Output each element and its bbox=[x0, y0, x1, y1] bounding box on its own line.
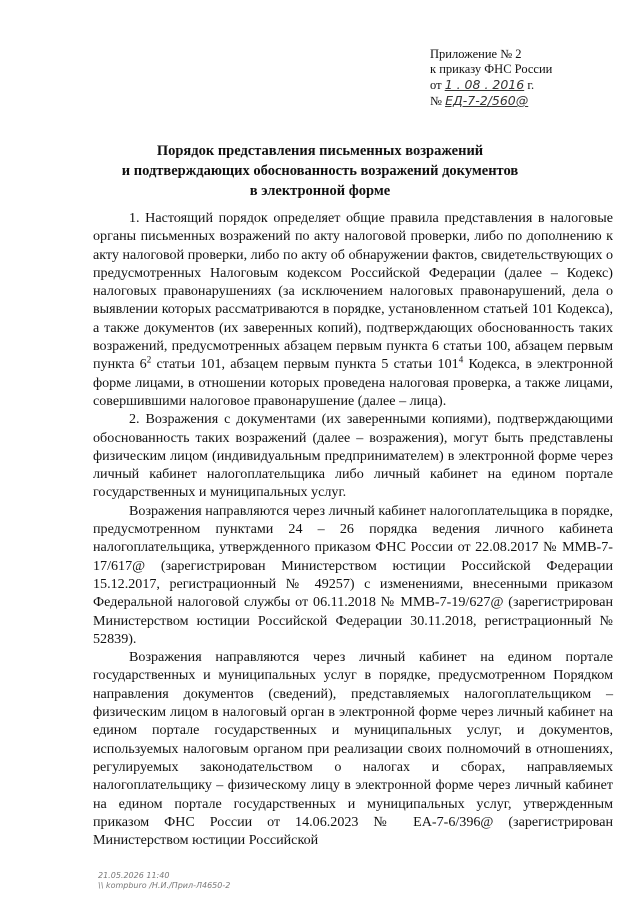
footer-line1: 21.05.2026 11:40 bbox=[98, 871, 170, 880]
paragraph-1-part2: статьи 101, абзацем первым пункта 5 статьи 101 bbox=[151, 356, 459, 373]
paragraph-1 bbox=[93, 209, 613, 410]
paragraph-1-sup1: 2 bbox=[146, 354, 152, 365]
document-body bbox=[93, 209, 613, 849]
appendix-block bbox=[430, 47, 552, 109]
footer-line2: \\ kompburo /Н.И./Прил-Л4650-2 bbox=[98, 881, 231, 890]
appendix-date-suffix: г. bbox=[527, 78, 535, 92]
appendix-date-prefix: от bbox=[430, 78, 442, 92]
appendix-number-prefix: № bbox=[430, 94, 442, 108]
document-title bbox=[80, 141, 560, 201]
footer-stamp bbox=[98, 871, 230, 891]
appendix-number-line bbox=[430, 93, 552, 109]
paragraph-1-part1: 1. Настоящий порядок определяет общие правила представления в налоговые органы письменных возражений по акту налоговой проверки, либо по дополнению к акту налоговой проверки, либо по акту об обнаружении фактов, свидетельствующих о предусмотренных Налоговым кодексом Российской Федерации (далее – Кодекс) налоговых правонарушениях (за исключением налоговых правонарушений, дела о выявлении которых рассматриваются в порядке, установленном статьей 101 Кодекса), а также документов (их заверенных копий), подтверждающих обоснованность таких возражений, предусмотренных абзацем первым пункта 6 статьи 100, абзацем первым пункта 6 bbox=[93, 210, 613, 373]
title-line1: Порядок представления письменных возражений bbox=[156, 143, 484, 159]
appendix-date-line bbox=[430, 77, 552, 93]
paragraph-4: Возражения направляются через личный кабинет на едином портале государственных и муниципальных услуг в порядке, предусмотренном Порядком направления документов (сведений), представляемых налогоплательщиком – физическим лицом в налоговый орган в электронной форме через личный кабинет на едином портале государственных и муниципальных услуг, и документов, используемых налоговым органом при реализации своих полномочий в отношениях, регулируемых законодательством о налогах и сборах, направляемых налогоплательщику – физическому лицу в электронной форме через личный кабинет на едином портале государственных и муниципальных услуг, утвержденным приказом ФНС России от 14.06.2023 № ЕА-7-6/396@ (зарегистрирован Министерством юстиции Российской bbox=[93, 649, 613, 849]
appendix-number-value: ЕД-7-2/560@ bbox=[445, 93, 529, 108]
appendix-line1: Приложение № 2 bbox=[430, 47, 522, 61]
paragraph-3: Возражения направляются через личный кабинет налогоплательщика в порядке, предусмотренном пунктами 24 – 26 порядка ведения личного кабинета налогоплательщика, утвержденного приказом ФНС России от 22.08.2017 № ММВ-7-17/617@ (зарегистрирован Министерством юстиции Российской Федерации 15.12.2017, регистрационный № 49257) с изменениями, внесенными приказом Федеральной налоговой службы от 06.11.2018 № ММВ-7-19/627@ (зарегистрирован Министерством юстиции Российской Федерации 30.11.2018, регистрационный № 52839). bbox=[93, 502, 613, 647]
title-line3: в электронной форме bbox=[249, 183, 391, 199]
appendix-line2: к приказу ФНС России bbox=[430, 62, 553, 76]
paragraph-1-sup2: 4 bbox=[458, 354, 464, 365]
paragraph-2: 2. Возражения с документами (их заверенными копиями), подтверждающими обоснованность таких возражений (далее – возражения), могут быть представлены физическим лицом (индивидуальным предпринимателем) в электронной форме через личный кабинет налогоплательщика либо личный кабинет на едином портале государственных и муниципальных услуг. bbox=[93, 411, 613, 501]
title-line2: и подтверждающих обоснованность возражений документов bbox=[121, 163, 519, 179]
appendix-date-value: 1 . 08 . 2016 bbox=[444, 77, 525, 92]
paragraph-1-part3: Кодекса, в электронной форме лицами, в отношении которых проведена налоговая проверка, а также лицами, совершившими налоговое правонарушение (далее – лица). bbox=[93, 356, 613, 409]
